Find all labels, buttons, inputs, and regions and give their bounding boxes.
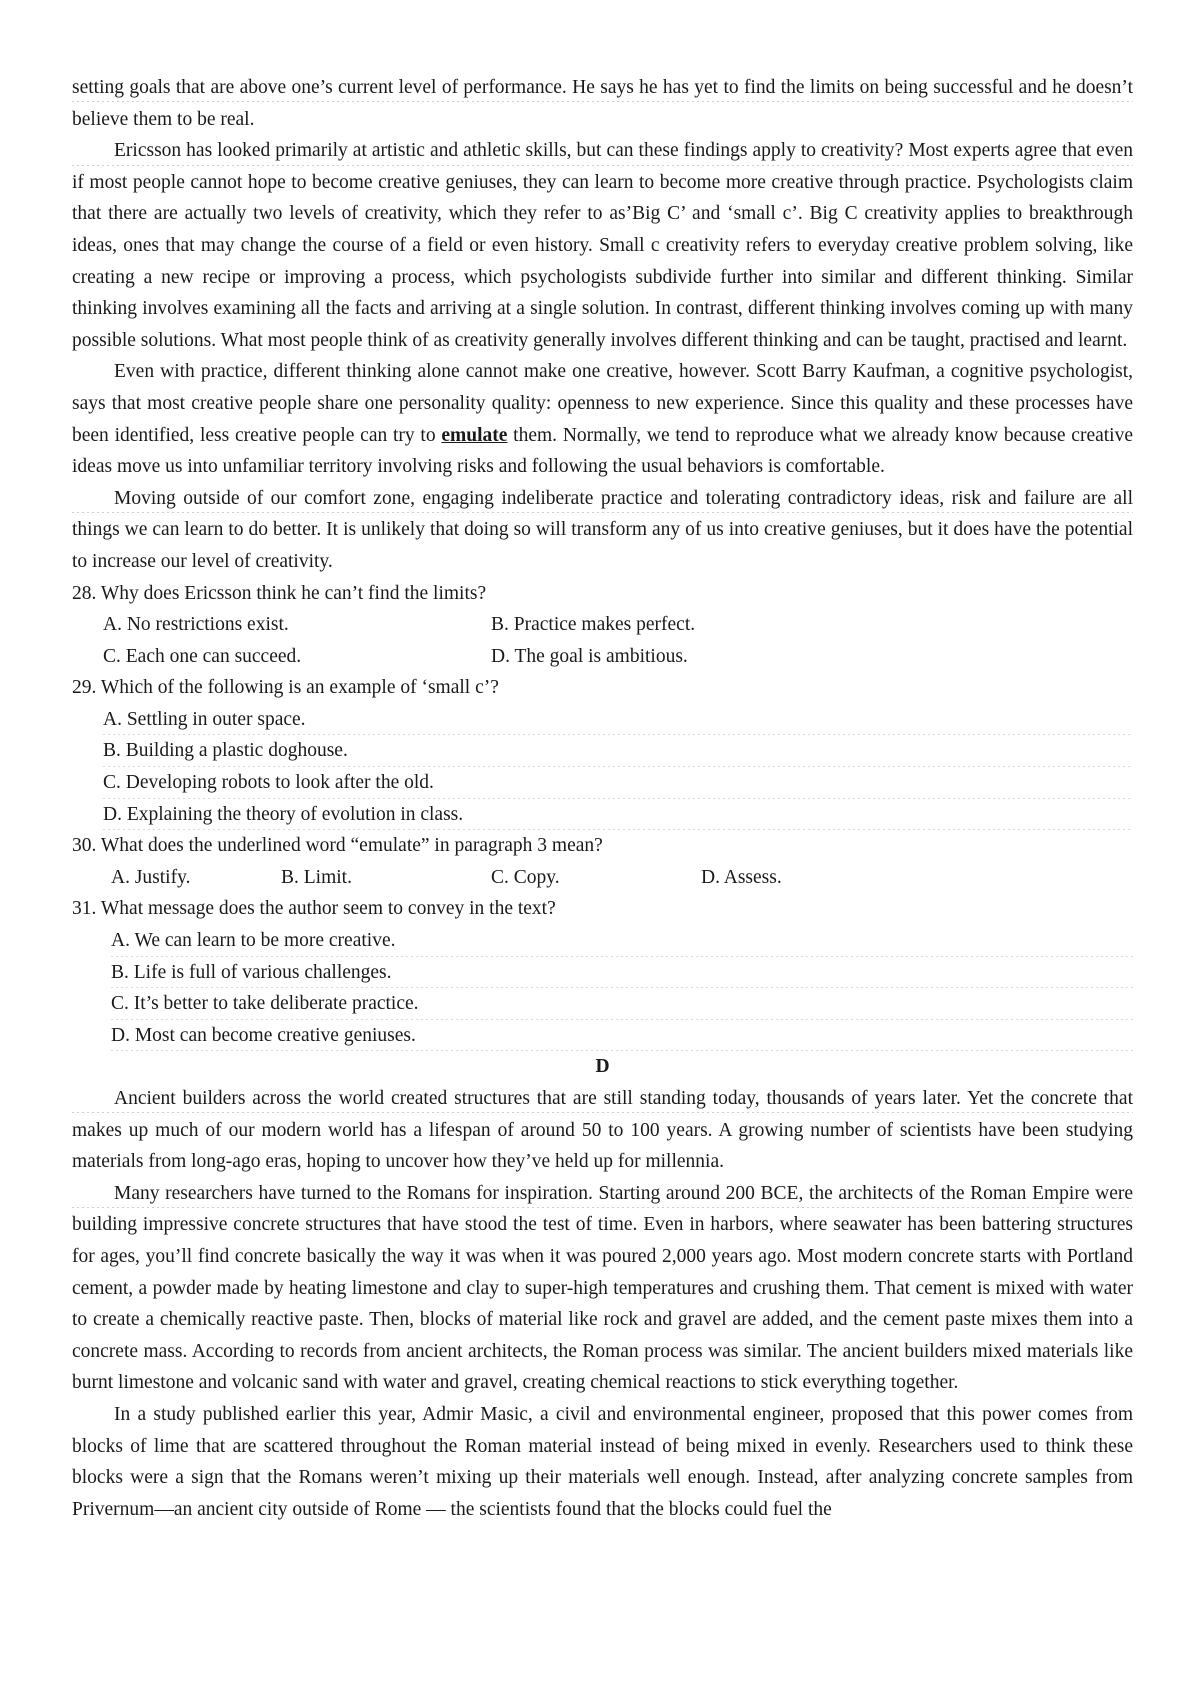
question-30-option-a[interactable]: A. Justify. <box>111 866 191 888</box>
question-28-stem: 28. Why does Ericsson think he can’t find the limits? <box>72 582 487 604</box>
passage-c-paragraph-1: Ericsson has looked primarily at artistic and athletic skills, but can these findings apply to creativity? Most experts agree that even if most people cannot hope to become creative geniuses, they can learn to become more creative through practice. Psychologists claim that there are actually two levels of creativity, which they refer to as’Big C’ and ‘small c’. Big C creativity applies to breakthrough ideas, ones that may change the course of a field or even history. Small c creativity refers to everyday creative problem solving, like creating a new recipe or improving a process, which psychologists subdivide further into similar and different thinking. Similar thinking involves examining all the facts and arriving at a single solution. In contrast, different thinking involves coming up with many possible solutions. What most people think of as creativity generally involves different thinking and can be taught, practised and learnt. <box>72 135 1133 356</box>
question-31-option-c[interactable]: C. It’s better to take deliberate practice. <box>111 988 1133 1020</box>
question-28-option-c[interactable]: C. Each one can succeed. <box>103 645 302 667</box>
passage-c-paragraph-0: setting goals that are above one’s current level of performance. He says he has yet to find the limits on being successful and he doesn’t believe them to be real. <box>72 72 1133 135</box>
question-29-option-c[interactable]: C. Developing robots to look after the old. <box>103 767 1133 799</box>
question-30-option-d[interactable]: D. Assess. <box>701 866 782 888</box>
document-page <box>72 72 1133 1525</box>
question-31-stem: 31. What message does the author seem to convey in the text? <box>72 898 556 920</box>
paragraph-2-text-after: them. Normally, we tend to reproduce what we already know because creative ideas move us into unfamiliar territory involving risks and following the usual behaviors is comfortable. <box>72 424 1133 478</box>
passage-c-paragraph-2 <box>72 356 1133 482</box>
question-31-option-b[interactable]: B. Life is full of various challenges. <box>111 957 1133 989</box>
question-28-option-b[interactable]: B. Practice makes perfect. <box>491 614 696 636</box>
question-30-stem: 30. What does the underlined word “emulate” in paragraph 3 mean? <box>72 835 603 857</box>
question-31-option-d[interactable]: D. Most can become creative geniuses. <box>111 1020 1133 1052</box>
question-31-options <box>72 925 1133 1051</box>
underlined-word-emulate: emulate <box>441 424 508 446</box>
passage-d-paragraph-2: Many researchers have turned to the Romans for inspiration. Starting around 200 BCE, the architects of the Roman Empire were building impressive concrete structures that have stood the test of time. Even in harbors, where seawater has been battering structures for ages, you’ll find concrete basically the way it was when it was poured 2,000 years ago. Most modern concrete starts with Portland cement, a powder made by heating limestone and clay to super-high temperatures and crushing them. That cement is mixed with water to create a chemically reactive paste. Then, blocks of material like rock and gravel are added, and the cement paste mixes them into a concrete mass. According to records from ancient architects, the Roman process was similar. The ancient builders mixed materials like burnt limestone and volcanic sand with water and gravel, creating chemical reactions to stick everything together. <box>72 1178 1133 1399</box>
question-28-option-a[interactable]: A. No restrictions exist. <box>103 614 289 636</box>
question-28-option-d[interactable]: D. The goal is ambitious. <box>491 645 688 667</box>
question-31-option-a[interactable]: A. We can learn to be more creative. <box>111 925 1133 957</box>
question-29-stem: 29. Which of the following is an example of ‘small c’? <box>72 677 499 699</box>
question-29-options <box>72 704 1133 830</box>
passage-d-title: D <box>595 1056 610 1078</box>
passage-d-paragraph-3: In a study published earlier this year, Admir Masic, a civil and environmental engineer, proposed that this power comes from blocks of lime that are scattered throughout the Roman material instead of being mixed in evenly. Researchers used to think these blocks were a sign that the Romans weren’t mixing up their materials well enough. Instead, after analyzing concrete samples from Privernum—an ancient city outside of Rome — the scientists found that the blocks could fuel the <box>72 1403 1133 1520</box>
question-28-options <box>72 609 1133 672</box>
question-29-option-d[interactable]: D. Explaining the theory of evolution in class. <box>103 799 1133 831</box>
question-30-option-c[interactable]: C. Copy. <box>491 866 560 888</box>
passage-d-paragraph-1: Ancient builders across the world created structures that are still standing today, thousands of years later. Yet the concrete that makes up much of our modern world has a lifespan of around 50 to 100 years. A growing number of scientists have been studying materials from long-ago eras, hoping to uncover how they’ve held up for millennia. <box>72 1083 1133 1178</box>
question-30-option-b[interactable]: B. Limit. <box>281 866 352 888</box>
question-30-options <box>72 862 1133 894</box>
passage-c-paragraph-3: Moving outside of our comfort zone, engaging indeliberate practice and tolerating contradictory ideas, risk and failure are all things we can learn to do better. It is unlikely that doing so will transform any of us into creative geniuses, but it does have the potential to increase our level of creativity. <box>72 483 1133 578</box>
question-29-option-a[interactable]: A. Settling in outer space. <box>103 704 1133 736</box>
paragraph-2-text-before: Even with practice, different thinking alone cannot make one creative, however. Scott Barry Kaufman, a cognitive psychologist, says that most creative people share one personality quality: openness to new experience. Since this quality and these processes have been identified, less creative people can try to <box>72 361 1133 446</box>
question-29-option-b[interactable]: B. Building a plastic doghouse. <box>103 735 1133 767</box>
